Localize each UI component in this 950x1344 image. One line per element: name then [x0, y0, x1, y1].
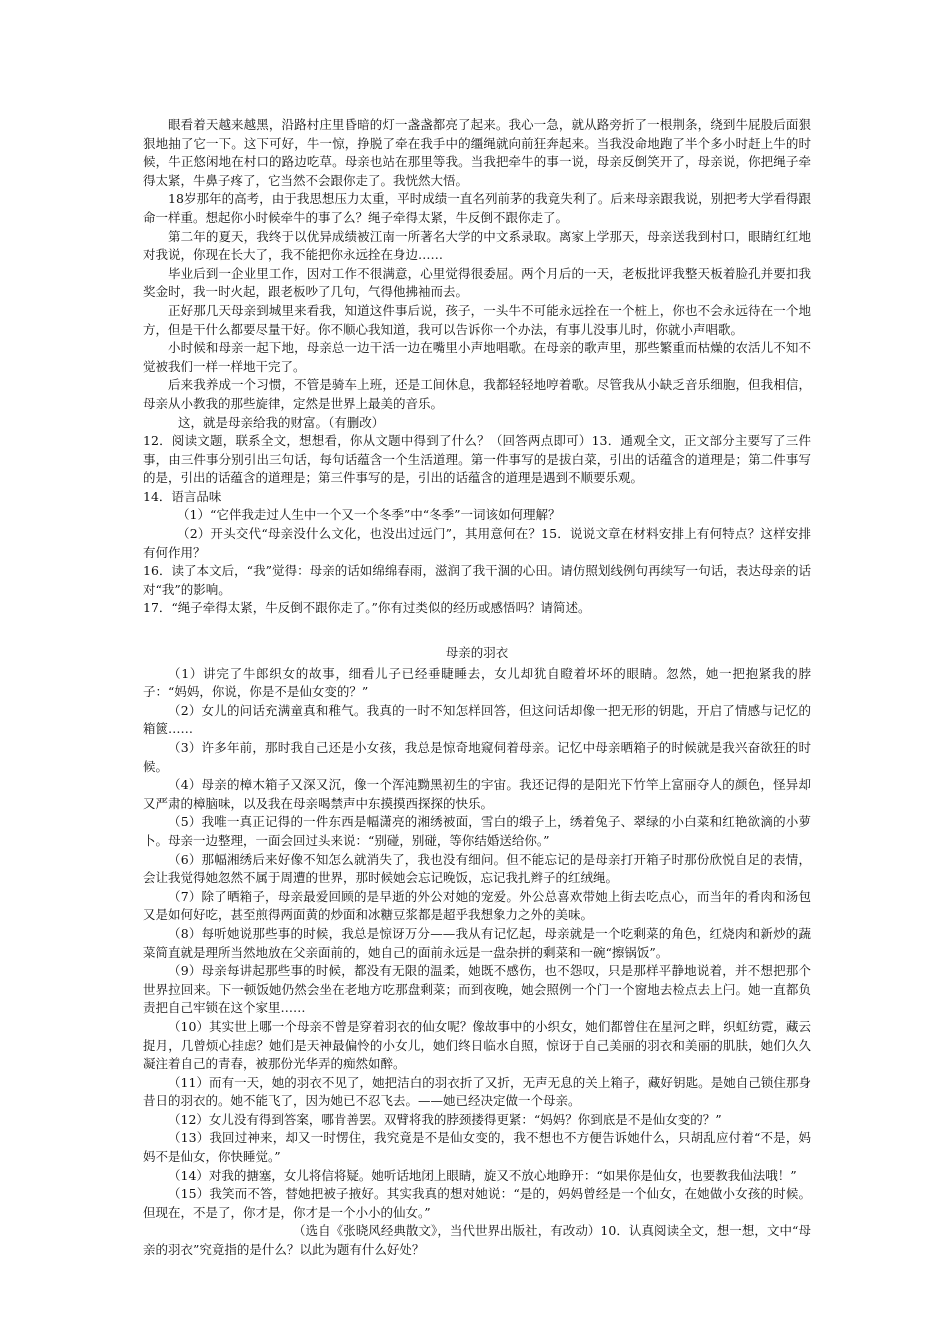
- story2-paragraph-10: （10）其实世上哪一个母亲不曾是穿着羽衣的仙女呢？像故事中的小织女，她们都曾住在星河之畔，织虹纺霓，藏云捉月，几曾烦心挂虑？她们是天神最偏怜的小女儿，她们终日临水自照，惊讶于自己美丽的羽衣和美丽的肌肤，她们久久凝注着自己的青春，被那份光华弄的痴然如醉。: [143, 1018, 811, 1072]
- question-14-1: （1）“它伴我走过人生中一个又一个冬季”中“冬季”一词该如何理解？: [177, 507, 561, 523]
- story2-paragraph-2: （2）女儿的问话充满童真和稚气。我真的一时不知怎样回答，但这问话却像一把无形的钥匙，开启了情感与记忆的箱篋……: [143, 702, 811, 737]
- story2-paragraph-8: （8）每听她说那些事的时候，我总是惊讶万分——我从有记忆起，母亲就是一个吃剩菜的角色，红烧肉和新炒的蔬菜简直就是理所当然地放在父亲面前的，她自己的面前永远是一盘杂拼的剩菜和一碗“擦锅饭”。: [143, 925, 811, 960]
- story2-paragraph-13: （13）我回过神来，却又一时愣住，我究竟是不是仙女变的，我不想也不方便告诉她什么，只胡乱应付着“不是，妈妈不是仙女，你快睡觉。”: [143, 1130, 811, 1165]
- story2-paragraph-11: （11）而有一天，她的羽衣不见了，她把洁白的羽衣折了又折，无声无息的关上箱子，藏好钥匙。是她自己锁住那身昔日的羽衣的。她不能飞了，因为她已不忍飞去。——她已经决定做一个母亲。: [143, 1074, 811, 1109]
- story2-source-and-question-10: （选自《张晓风经典散文》，当代世界出版社，有改动）10．认真阅读全文，想一想，文中“母亲的羽衣”究竟指的是什么？以此为题有什么好处？: [143, 1223, 811, 1258]
- document-page: [143, 116, 811, 1260]
- story2-paragraph-4: （4）母亲的樟木箱子又深又沉，像一个浑沌黝黑初生的宇宙。我还记得的是阳光下竹竿上富丽夺人的颜色，怪异却又严肃的樟脑味，以及我在母亲喝禁声中东摸摸西探探的快乐。: [143, 777, 811, 811]
- question-14-2-and-15: （2）开头交代“母亲没什么文化，也没出过远门”，其用意何在？15．说说文章在材料安排上有何特点？这样安排有何作用？: [143, 526, 811, 560]
- story1-paragraph-8: 这，就是母亲给我的财富。（有删改）: [178, 414, 385, 430]
- story2-paragraph-1: （1）讲完了牛郎织女的故事，细看儿子已经垂睫睡去，女儿却犹自瞪着坏坏的眼睛。忽然，她一把抱紧我的脖子：“妈妈，你说，你是不是仙女变的？”: [143, 665, 811, 700]
- story2-paragraph-12: （12）女儿没有得到答案，哪肯善罢。双臂将我的脖颈搂得更紧：“妈妈？你到底是不是仙女变的？”: [168, 1111, 722, 1127]
- story1-paragraph-5: 正好那几天母亲到城里来看我，知道这件事后说，孩子，一头牛不可能永远拴在一个桩上，你也不会永远待在一个地方，但是干什么都要尽量干好。你不顺心我知道，我可以告诉你一个办法，有事儿没事儿时，你就小声唱歌。: [143, 302, 811, 337]
- question-14-heading: 14．语言品味: [143, 488, 222, 504]
- story2-paragraph-14: （14）对我的搪塞，女儿将信将疑。她听话地闭上眼睛，旋又不放心地睁开：“如果你是仙女，也要教我仙法哦！”: [168, 1167, 797, 1183]
- story1-paragraph-4: 毕业后到一企业里工作，因对工作不很满意，心里觉得很委屈。两个月后的一天，老板批评我整天板着脸孔并要扣我奖金时，我一时火起，跟老板吵了几句，气得他拂袖而去。: [143, 265, 811, 300]
- story1-paragraph-7: 后来我养成一个习惯，不管是骑车上班，还是工间休息，我都轻轻地哼着歌。尽管我从小缺乏音乐细胞，但我相信，母亲从小教我的那些旋律，定然是世界上最美的音乐。: [143, 377, 811, 411]
- story1-section: [143, 116, 811, 432]
- question-17: 17．“绳子牵得太紧，牛反倒不跟你走了。”你有过类似的经历或感悟吗？请简述。: [143, 600, 591, 616]
- story2-paragraph-9: （9）母亲每讲起那些事的时候，都没有无限的温柔，她既不感伤，也不怨叹，只是那样平静地说着，并不想把那个世界拉回来。下一顿饭她仍然会坐在老地方吃那盘剩菜；而到夜晚，她会照例一个门一个窗地去检点去上闩。她一直都负责把自己牢锁在这个家里……: [143, 963, 811, 1016]
- story1-paragraph-3: 第二年的夏天，我终于以优异成绩被江南一所著名大学的中文系录取。离家上学那天，母亲送我到村口，眼睛红红地对我说，你现在长大了，我不能把你永远拴在身边……: [143, 228, 811, 263]
- story2-paragraph-7: （7）除了晒箱子，母亲最爱回顾的是早逝的外公对她的宠爱。外公总喜欢带她上街去吃点心，而当年的肴肉和汤包又是如何好吃，甚至煎得两面黄的炒面和冰糖豆浆都是超乎我想象力之外的美味。: [143, 888, 811, 923]
- questions1-section: [143, 432, 811, 618]
- story1-paragraph-2: 18岁那年的高考，由于我思想压力太重，平时成绩一直名列前茅的我竟失利了。后来母亲跟我说，别把考大学看得跟命一样重。想起你小时候牵牛的事了么？绳子牵得太紧，牛反倒不跟你走了。: [143, 191, 811, 225]
- question-16: 16．读了本文后，“我”觉得：母亲的话如绵绵春雨，滋润了我干涸的心田。请仿照划线例句再续写一句话，表达母亲的话对“我”的影响。: [143, 563, 811, 597]
- story2-paragraph-6: （6）那幅湘绣后来好像不知怎么就消失了，我也没有细问。但不能忘记的是母亲打开箱子时那份欣悦自足的表情，会让我觉得她忽然不属于周遭的世界，那时候她会忘记晚饭，忘记我扎辫子的红绒绳。: [143, 851, 811, 886]
- story2-paragraph-15: （15）我笑而不答，替她把被子掖好。其实我真的想对她说：“是的，妈妈曾经是一个仙女，在她做小女孩的时候。但现在，不是了，你才是，你才是一个小小的仙女。”: [143, 1186, 811, 1220]
- story1-paragraph-1: 眼看着天越来越黑，沿路村庄里昏暗的灯一盏盏都亮了起来。我心一急，就从路旁折了一根荆条，绕到牛屁股后面狠狠地抽了它一下。这下可好，牛一惊，挣脱了牵在我手中的缰绳就向前狂奔起来。当我没命地跑了半个多小时赶上牛的时候，牛正悠闲地在村口的路边吃草。母亲也站在那里等我。当我把牵牛的事一说，母亲反倒笑开了，母亲说，你把绳子牵得太紧，牛鼻子疼了，它当然不会跟你走了。我恍然大悟。: [143, 117, 811, 188]
- story2-paragraph-5: （5）我唯一真正记得的一件东西是幅潇亮的湘绣被面，雪白的缎子上，绣着兔子、翠绿的小白菜和红艳欲滴的小萝卜。母亲一边整理，一面会回过头来说：“别碰，别碰，等你结婚送给你。”: [143, 814, 811, 848]
- story1-paragraph-6: 小时候和母亲一起下地，母亲总一边干活一边在嘴里小声地唱歌。在母亲的歌声里，那些繁重而枯燥的农活儿不知不觉被我们一样一样地干完了。: [143, 340, 811, 374]
- story2-paragraph-3: （3）许多年前，那时我自己还是小女孩，我总是惊奇地窥伺着母亲。记忆中母亲晒箱子的时候就是我兴奋欲狂的时候。: [143, 740, 811, 774]
- question-12-13: 12．阅读文题，联系全文，想想看，你从文题中得到了什么？（回答两点即可）13．通观全文，正文部分主要写了三件事，由三件事分别引出三句话，每句话蕴含一个生活道理。第一件事写的是拔白菜，引出的话蕴含的道理是；第二件事写的是，引出的话蕴含的道理是；第三件事写的是，引出的话蕴含的道理是遇到不顺要乐观。: [143, 433, 811, 486]
- story2-title: 母亲的羽衣: [445, 645, 509, 661]
- story2-section: [143, 644, 811, 1260]
